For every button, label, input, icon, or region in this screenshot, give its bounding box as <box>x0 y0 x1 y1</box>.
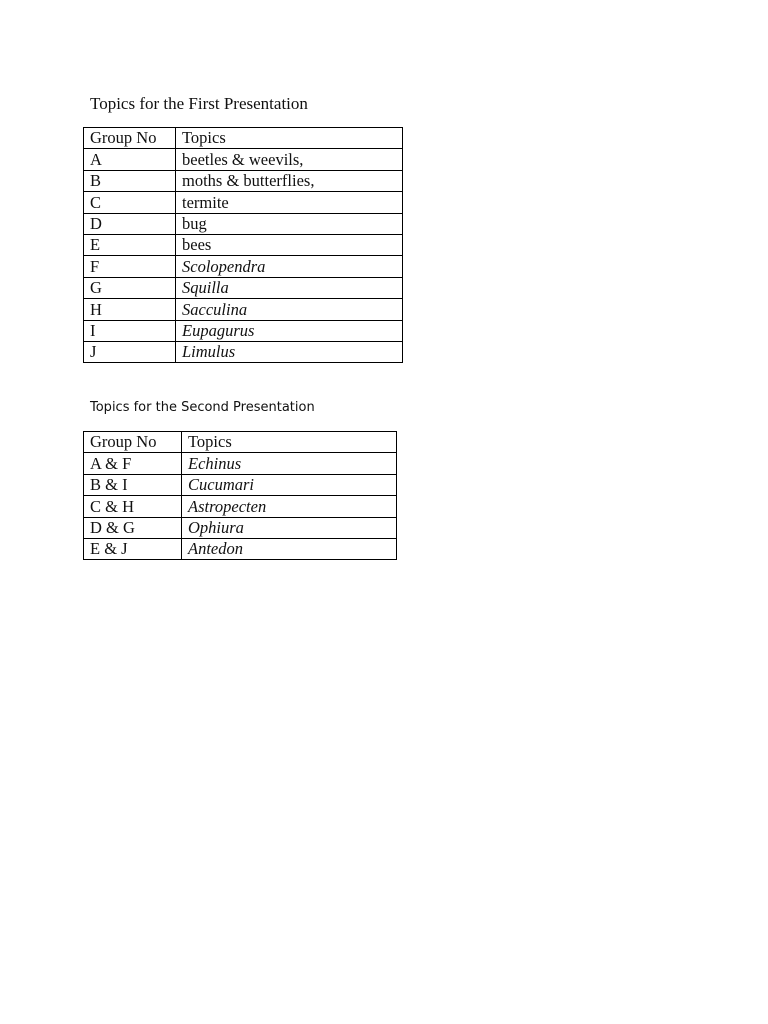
topic-cell: Sacculina <box>176 299 403 320</box>
group-cell: I <box>84 320 176 341</box>
table-row <box>84 538 397 559</box>
topic-cell: termite <box>176 192 403 213</box>
first-presentation-heading: Topics for the First Presentation <box>90 94 308 113</box>
group-no-header: Group No <box>84 128 176 149</box>
table-row <box>84 192 403 213</box>
first-presentation-table <box>83 127 403 363</box>
table-row <box>84 517 397 538</box>
group-cell: H <box>84 299 176 320</box>
topic-cell: Ophiura <box>182 517 397 538</box>
topics-header: Topics <box>176 128 403 149</box>
group-cell: C & H <box>84 496 182 517</box>
group-cell: B & I <box>84 474 182 495</box>
table-header-row <box>84 128 403 149</box>
topic-cell: moths & butterflies, <box>176 170 403 191</box>
group-cell: C <box>84 192 176 213</box>
topics-header: Topics <box>182 432 397 453</box>
group-cell: J <box>84 341 176 362</box>
group-cell: D & G <box>84 517 182 538</box>
table-row <box>84 277 403 298</box>
group-cell: G <box>84 277 176 298</box>
second-presentation-table <box>83 431 397 560</box>
group-cell: E <box>84 234 176 255</box>
table-row <box>84 453 397 474</box>
table-row <box>84 170 403 191</box>
group-cell: D <box>84 213 176 234</box>
table-row <box>84 256 403 277</box>
group-no-header: Group No <box>84 432 182 453</box>
table-row <box>84 341 403 362</box>
group-cell: E & J <box>84 538 182 559</box>
table-row <box>84 234 403 255</box>
group-cell: F <box>84 256 176 277</box>
topic-cell: Squilla <box>176 277 403 298</box>
table-row <box>84 474 397 495</box>
group-cell: B <box>84 170 176 191</box>
topic-cell: bees <box>176 234 403 255</box>
topic-cell: Eupagurus <box>176 320 403 341</box>
topic-cell: beetles & weevils, <box>176 149 403 170</box>
table-row <box>84 320 403 341</box>
group-cell: A <box>84 149 176 170</box>
topic-cell: Limulus <box>176 341 403 362</box>
topic-cell: Antedon <box>182 538 397 559</box>
topic-cell: Cucumari <box>182 474 397 495</box>
second-presentation-heading: Topics for the Second Presentation <box>90 400 315 415</box>
topic-cell: bug <box>176 213 403 234</box>
group-cell: A & F <box>84 453 182 474</box>
table-row <box>84 149 403 170</box>
topic-cell: Astropecten <box>182 496 397 517</box>
topic-cell: Scolopendra <box>176 256 403 277</box>
topic-cell: Echinus <box>182 453 397 474</box>
table-row <box>84 213 403 234</box>
table-row <box>84 299 403 320</box>
table-row <box>84 496 397 517</box>
table-header-row <box>84 432 397 453</box>
